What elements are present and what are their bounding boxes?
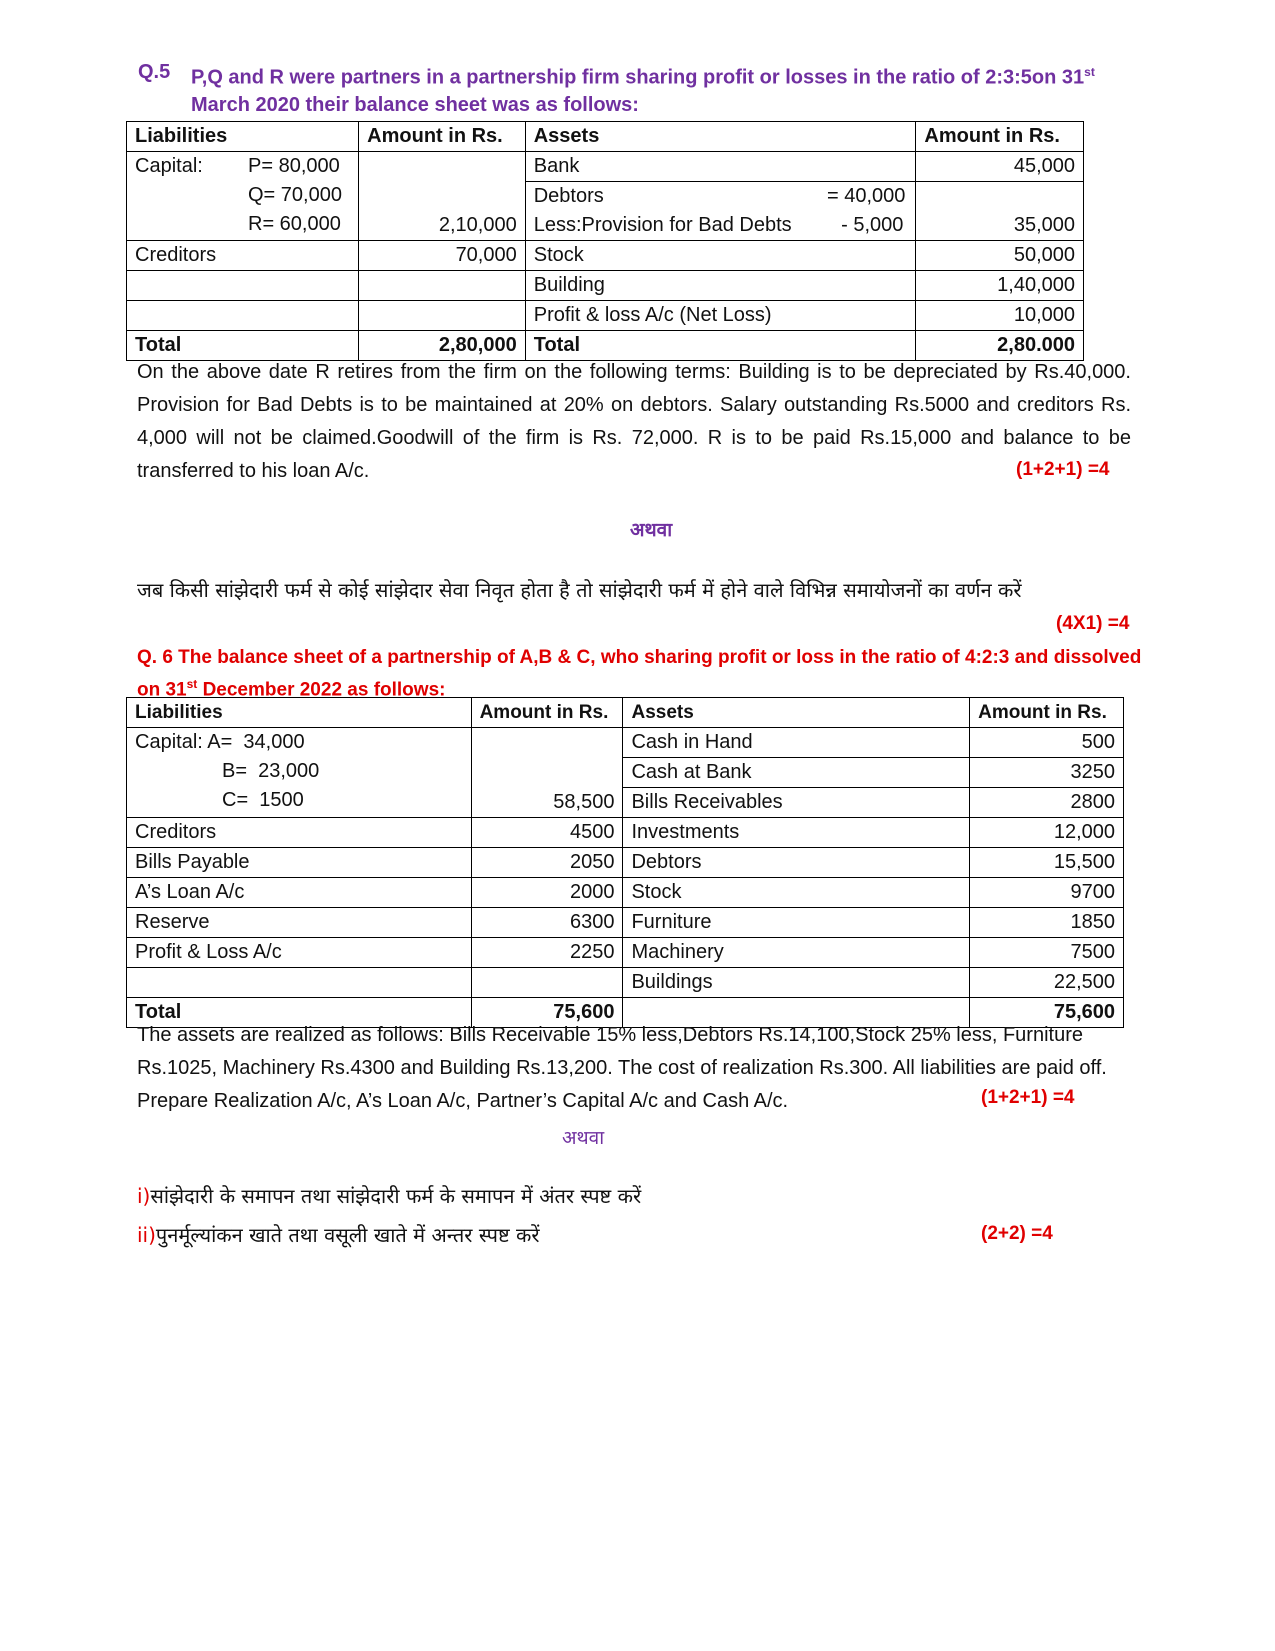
asset-label: Cash at Bank [623,758,970,788]
capital-total-cell [471,728,623,818]
header-amount: Amount in Rs. [471,698,623,728]
creditors-label: Creditors [127,241,359,271]
table-header-row [127,122,1084,152]
liability-label: Creditors [127,818,472,848]
asset-amount: 7500 [970,938,1124,968]
provision-amount: - 5,000 [841,214,904,236]
capital-cell [127,152,359,241]
table-row [127,908,1124,938]
debtors-amount: = 40,000 [826,185,906,207]
liability-amount: 2250 [471,938,623,968]
q5-heading-line1: P,Q and R were partners in a partnership firm sharing profit or losses in the ratio of 2:3:5on 31st [191,65,1095,89]
q5-alt-marks: (4X1) =4 [1056,613,1130,634]
table-row [127,241,1084,271]
alt-i-number: i) [137,1184,151,1208]
total-label: Total [525,331,916,361]
table-row [127,818,1124,848]
liability-amount: 4500 [471,818,623,848]
empty-cell [471,968,623,998]
liability-label: A’s Loan A/c [127,878,472,908]
q6-alt-i [137,1182,641,1209]
liability-amount: 2050 [471,848,623,878]
asset-label: Debtors [623,848,970,878]
liability-label: Profit & Loss A/c [127,938,472,968]
building-amount: 1,40,000 [916,271,1084,301]
asset-amount: 2800 [970,788,1124,818]
table-row [127,878,1124,908]
q6-heading [137,645,1141,703]
capital-p: P= 80,000 [248,155,340,177]
alt-i-text: सांझेदारी के समापन तथा सांझेदारी फर्म के समापन में अंतर स्पष्ट करें [150,1184,642,1208]
empty-cell [359,301,526,331]
capital-q: Q= 70,000 [248,184,342,206]
asset-amount: 1850 [970,908,1124,938]
or-divider: अथवा [630,519,673,541]
total-assets: 2,80.000 [916,331,1084,361]
q5-number: Q.5 [138,61,171,83]
asset-label: Investments [623,818,970,848]
capital-c: C= 1500 [222,789,304,811]
capital-total: 2,10,000 [438,214,517,236]
table-row [127,848,1124,878]
asset-amount: 9700 [970,878,1124,908]
total-liabilities: 75,600 [471,998,623,1028]
q6-alt-marks: (2+2) =4 [981,1223,1053,1244]
asset-amount: 15,500 [970,848,1124,878]
asset-amount: 12,000 [970,818,1124,848]
asset-label: Bills Receivables [623,788,970,818]
table-row [127,728,1124,758]
q5-heading-line2: March 2020 their balance sheet was as follows: [191,94,639,116]
provision-cell [525,211,916,241]
liability-label: Bills Payable [127,848,472,878]
empty-cell [127,271,359,301]
header-assets: Assets [525,122,916,152]
table-row [127,301,1084,331]
header-amount: Amount in Rs. [359,122,526,152]
total-liabilities: 2,80,000 [359,331,526,361]
asset-amount: 3250 [970,758,1124,788]
header-amount: Amount in Rs. [916,122,1084,152]
q6-alt-ii [137,1221,540,1248]
q5-terms: On the above date R retires from the firm on the following terms: Building is to be depreciated by Rs.40,000. Provision for Bad Debts is to be maintained at 20% on debtors. Salary outstanding Rs.5000 and creditors Rs. 4,000 will not be claimed.Goodwill of the firm is Rs. 72,000. R is to be paid Rs.15,000 and balance to be transferred to his loan A/c. [137,361,1131,482]
q5-marks: (1+2+1) =4 [1016,459,1110,480]
table-row [127,271,1084,301]
capital-cell [127,728,472,818]
provision-label: Less:Provision for Bad Debts [533,214,792,236]
q5-sup: st [1084,65,1095,79]
asset-amount: 22,500 [970,968,1124,998]
empty-cell [127,301,359,331]
asset-label: Stock [623,878,970,908]
capital-label: Capital: [135,155,203,177]
q6-heading-line1: Q. 6 The balance sheet of a partnership of A,B & C, who sharing profit or loss in the ratio of 4:2:3 and dissolved [137,647,1142,668]
asset-amount: 500 [970,728,1124,758]
header-assets: Assets [623,698,970,728]
net-debtors-cell [916,182,1084,241]
q6-marks: (1+2+1) =4 [981,1087,1075,1108]
liability-label: Reserve [127,908,472,938]
building-label: Building [525,271,916,301]
liability-amount: 6300 [471,908,623,938]
net-debtors: 35,000 [1013,214,1075,236]
total-label: Total [127,331,359,361]
table-header-row [127,698,1124,728]
bank-amount: 45,000 [916,152,1084,182]
bank-label: Bank [525,152,916,182]
table-row [127,152,1084,182]
q5-alt-question: जब किसी सांझेदारी फर्म से कोई सांझेदार सेवा निवृत होता है तो सांझेदारी फर्म में होने वाले विभिन्न समायोजनों का वर्णन करें [137,578,1022,602]
capital-r: R= 60,000 [248,213,341,235]
asset-label: Cash in Hand [623,728,970,758]
asset-label: Furniture [623,908,970,938]
total-assets: 75,600 [970,998,1124,1028]
capital-total: 58,500 [553,791,615,813]
capital-a: Capital: A= 34,000 [135,731,305,753]
q6-balance-sheet [126,697,1124,1028]
header-liabilities: Liabilities [127,122,359,152]
or-divider: अथवा [562,1127,605,1149]
debtors-cell [525,182,916,212]
q5-balance-sheet [126,121,1084,361]
debtors-label: Debtors [533,185,604,207]
alt-ii-text: पुनर्मूल्यांकन खाते तथा वसूली खाते में अन्तर स्पष्ट करें [155,1223,540,1247]
liability-amount: 2000 [471,878,623,908]
pl-amount: 10,000 [916,301,1084,331]
total-label: Total [127,998,472,1028]
asset-label: Buildings [623,968,970,998]
q6-sup: st [186,677,198,691]
q6-terms: The assets are realized as follows: Bills Receivable 15% less,Debtors Rs.14,100,Stock 25% less, Furniture Rs.1025, Machinery Rs.4300 and Building Rs.13,200. The cost of realization Rs.300. All liabilities are paid off. Prepare Realization A/c, A’s Loan A/c, Partner’s Capital A/c and Cash A/c. [137,1024,1107,1112]
header-amount: Amount in Rs. [970,698,1124,728]
stock-label: Stock [525,241,916,271]
capital-b: B= 23,000 [222,760,320,782]
table-row [127,968,1124,998]
header-liabilities: Liabilities [127,698,472,728]
empty-cell [359,271,526,301]
pl-label: Profit & loss A/c (Net Loss) [525,301,916,331]
creditors-amount: 70,000 [359,241,526,271]
asset-label: Machinery [623,938,970,968]
alt-ii-number: ii) [137,1223,156,1247]
table-row [127,938,1124,968]
q6-heading-line2: on 31st December 2022 as follows: [137,677,446,701]
stock-amount: 50,000 [916,241,1084,271]
empty-cell [127,968,472,998]
capital-total-cell [359,152,526,241]
